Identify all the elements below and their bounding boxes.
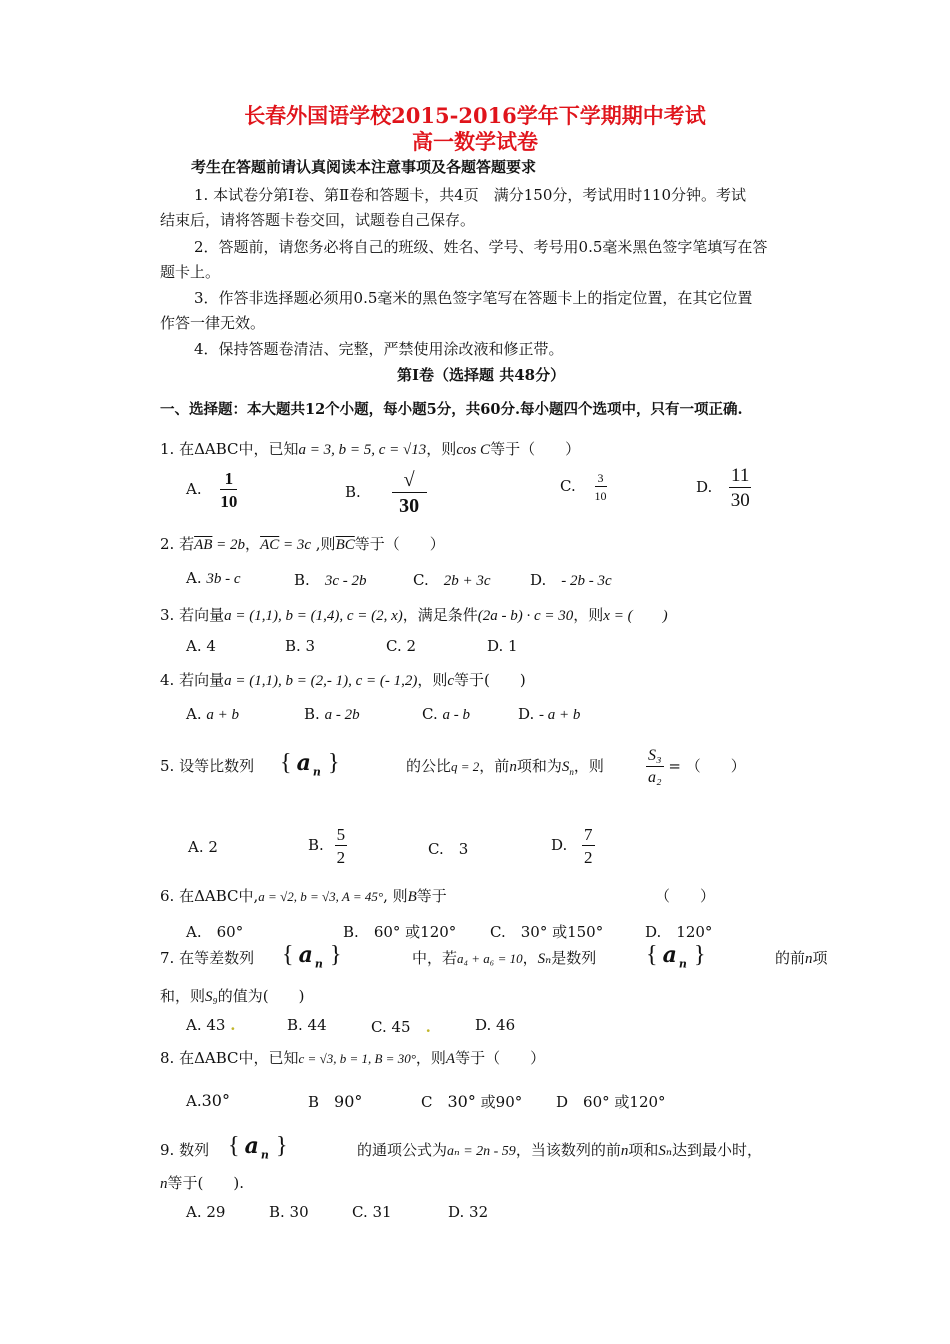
q3-option-a: A. 4 xyxy=(186,637,216,655)
question-1: 1. 在ΔABC中，已知a = 3, b = 5, c = √13，则cos C等于（ ） xyxy=(160,440,581,458)
q7-option-b: B. 44 xyxy=(287,1016,327,1034)
q5-condition: 的公比q = 2，前n项和为$S_n$，则 xyxy=(406,757,604,777)
q3-option-d: D. 1 xyxy=(487,637,518,655)
q5-ratio: $\frac{\text{S₃}}{\text{a₂}}$ = （ ） xyxy=(648,747,746,786)
question-8: 8. 在ΔABC中，已知c = √3, b = 1, B = 30°，则A等于（ ） xyxy=(160,1049,546,1067)
q7-tail: 的前n项 xyxy=(775,949,828,967)
notice-item-2b: 题卡上。 xyxy=(160,263,221,281)
question-7-text: 7. 在等差数列 xyxy=(160,949,255,967)
q6-option-c: C. 30° 或150° xyxy=(490,923,604,941)
q9-option-b: B. 30 xyxy=(269,1203,309,1221)
notice-item-1a: 1. 本试卷分第Ⅰ卷、第Ⅱ卷和答题卡，共4页 满分150分，考试用时110分钟。考试 xyxy=(194,186,747,204)
question-5-text: 5. 设等比数列 xyxy=(160,757,255,775)
question-3: 3. 若向量a = (1,1), b = (1,4), c = (2, x)，满足条件(2a - b) · c = 30，则x = ( ) xyxy=(160,606,668,624)
q5-sequence: { $a_n$ } xyxy=(280,750,340,779)
q6-option-b: B. 60° 或120° xyxy=(343,923,457,941)
q9-condition: 的通项公式为aₙ = 2n - 59，当该数列的前n项和Sₙ达到最小时， xyxy=(357,1141,762,1159)
q6-option-d: D. 120° xyxy=(645,923,713,941)
notice-item-3b: 作答一律无效。 xyxy=(160,314,266,332)
q9-option-a: A. 29 xyxy=(186,1203,226,1221)
q9-option-d: D. 32 xyxy=(448,1203,489,1221)
question-4: 4. 若向量a = (1,1), b = (2,- 1), c = (- 1,2)，则c等于( ) xyxy=(160,671,526,689)
question-9-text: 9. 数列 xyxy=(160,1141,210,1159)
exam-title: 长春外国语学校2015-2016学年下学期期中考试 xyxy=(244,103,706,128)
q6-option-a: A. 60° xyxy=(186,923,244,941)
q9-sequence: { $a_n$ } xyxy=(228,1133,288,1162)
q7-option-c: C. 45 . xyxy=(371,1018,431,1036)
exam-subtitle: 高一数学试卷 xyxy=(412,129,538,154)
q8-option-b: B 90° xyxy=(308,1092,363,1111)
q1-option-a: A. $\frac{1}{10}$ xyxy=(186,469,238,511)
q9-option-c: C. 31 xyxy=(352,1203,392,1221)
notice-item-2a: 2．答题前，请您务必将自己的班级、姓名、学号、考号用0.5毫米黑色签字笔填写在答 xyxy=(194,238,768,256)
q7-line-2: 和，则S₉的值为( ) xyxy=(160,987,305,1005)
q4-option-c: C. a - b xyxy=(422,705,470,723)
q3-option-b: B. 3 xyxy=(285,637,316,655)
q6-answer-paren: （ ） xyxy=(655,887,716,905)
q2-option-b: B. 3c - 2b xyxy=(294,571,367,589)
notice-item-4: 4．保持答题卷清洁、完整，严禁使用涂改液和修正带。 xyxy=(194,340,564,358)
section-heading: 一、选择题：本大题共12个小题，每小题5分，共60分.每小题四个选项中，只有一项正确. xyxy=(160,401,743,418)
part1-heading: 第Ⅰ卷（选择题 共48分） xyxy=(397,366,566,384)
q7-option-a: A. 43 . xyxy=(186,1016,236,1034)
q9-line-2: n等于( ). xyxy=(160,1174,244,1192)
q3-option-c: C. 2 xyxy=(386,637,417,655)
q5-option-b: B. $\frac{5}{2}$ xyxy=(308,825,346,867)
q7-condition: 中，若a₄ + a₆ = 10，Sₙ是数列 xyxy=(412,949,597,967)
q1-option-d: D. $\frac{11}{30}$ xyxy=(696,465,750,511)
q2-option-c: C. 2b + 3c xyxy=(413,571,491,589)
q2-option-a: A. 3b - c xyxy=(186,569,241,587)
q1-option-c: C. $\frac{3}{10}$ xyxy=(560,471,607,503)
question-6: 6. 在ΔABC中,a = √2, b = √3, A = 45°, 则B等于 xyxy=(160,887,447,905)
q5-option-d: D. $\frac{7}{2}$ xyxy=(551,825,593,867)
q2-option-d: D. - 2b - 3c xyxy=(530,571,612,589)
q5-option-a: A. 2 xyxy=(188,838,218,856)
q8-option-a: A.30° xyxy=(186,1091,230,1110)
q7-sequence: { $a_n$ } xyxy=(282,942,342,971)
q8-option-d: D 60° 或120° xyxy=(556,1093,666,1111)
notice-heading: 考生在答题前请认真阅读本注意事项及各题答题要求 xyxy=(191,158,537,176)
q4-option-d: D. - a + b xyxy=(518,705,581,723)
q7-option-d: D. 46 xyxy=(475,1016,516,1034)
q8-option-c: C 30° 或90° xyxy=(421,1092,523,1111)
notice-item-1b: 结束后，请将答题卡卷交回，试题卷自己保存。 xyxy=(160,211,476,229)
question-2: 2. 若$\overline{AB} = 2b$，$\overline{AC} = 3c$ ,则$\overline{BC}$等于（ ） xyxy=(160,535,445,553)
q4-option-b: B. a - 2b xyxy=(304,705,360,723)
notice-item-3a: 3．作答非选择题必须用0.5毫米的黑色签字笔写在答题卡上的指定位置，在其它位置 xyxy=(194,289,753,307)
q7-sequence-2: { $a_n$ } xyxy=(646,942,706,971)
q1-option-b: B. $\frac{√}{30}$ xyxy=(345,470,427,516)
q5-option-c: C. 3 xyxy=(428,840,469,858)
q4-option-a: A. a + b xyxy=(186,705,240,723)
